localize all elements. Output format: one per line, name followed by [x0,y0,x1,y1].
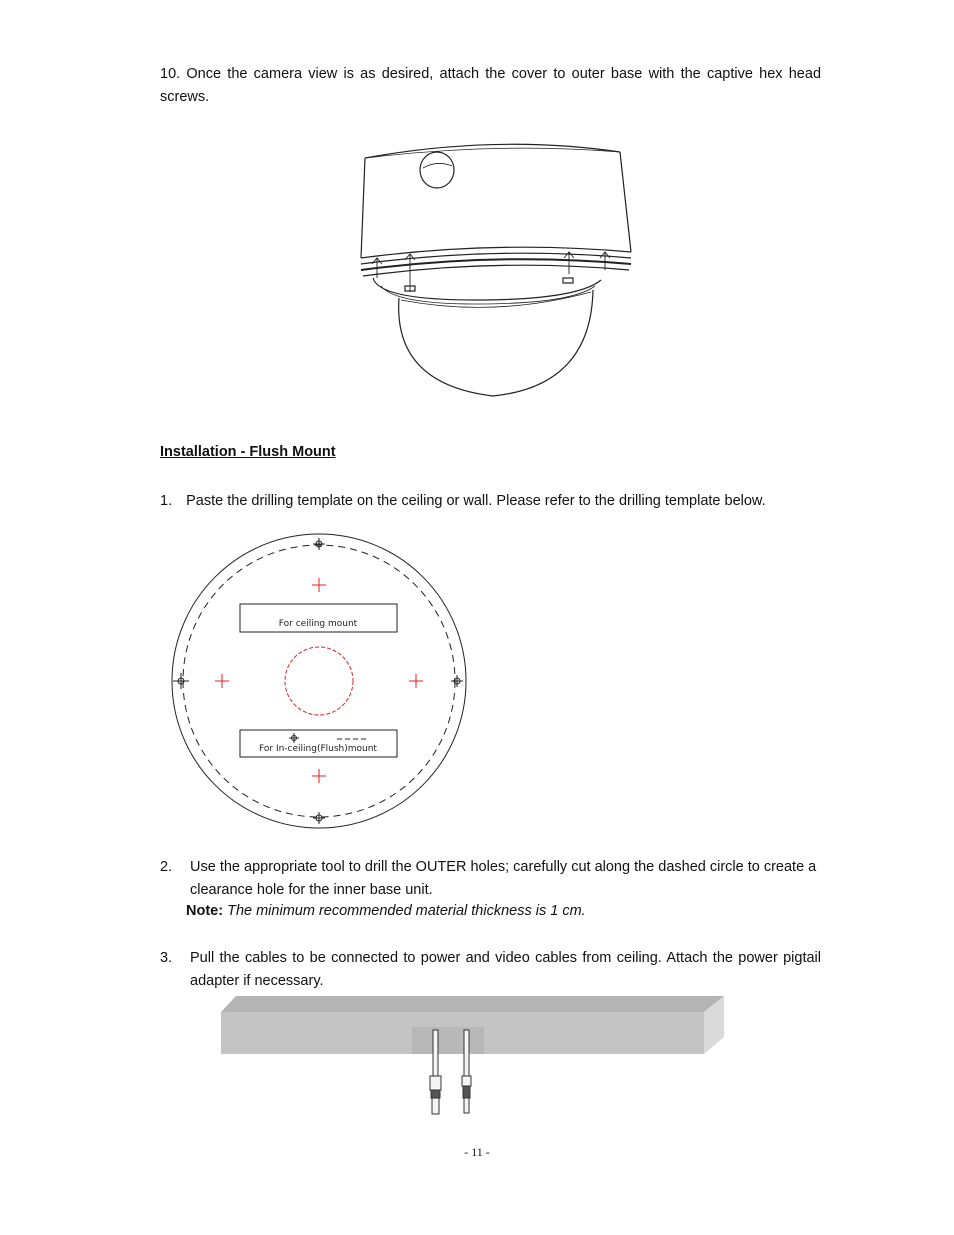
step-1-text: Paste the drilling template on the ceiling or wall. Please refer to the drilling template below. [186,493,766,509]
page-number: - 11 - [464,1145,490,1159]
note-label: Note: [186,903,224,919]
flush-mount-label: For In-ceiling(Flush)mount [259,744,377,754]
step-1-number: 1. [160,493,173,509]
drilling-template [165,527,475,837]
note-text: The minimum recommended material thickness is 1 cm. [227,903,586,919]
dome-camera-illustration [355,140,640,402]
step-10-number: 10. [160,66,181,82]
step-10-text: Once the camera view is as desired, attach the cover to outer base with the captive hex head screws. [160,66,822,105]
ceiling-cables-illustration [218,993,728,1123]
step-3-number: 3. [160,950,173,966]
section-heading: Installation - Flush Mount [160,444,336,460]
ceiling-mount-label: For ceiling mount [278,619,358,629]
note-line [186,900,826,923]
step-1-paragraph [160,490,821,513]
step-2-text: Use the appropriate tool to drill the OUTER holes; carefully cut along the dashed circle to create a clearance hole for the inner base unit. [190,859,817,898]
step-10-paragraph [160,63,821,109]
step-3-text: Pull the cables to be connected to power and video cables from ceiling. Attach the power pigtail adapter if necessary. [190,950,821,989]
step-2-number: 2. [160,859,173,875]
